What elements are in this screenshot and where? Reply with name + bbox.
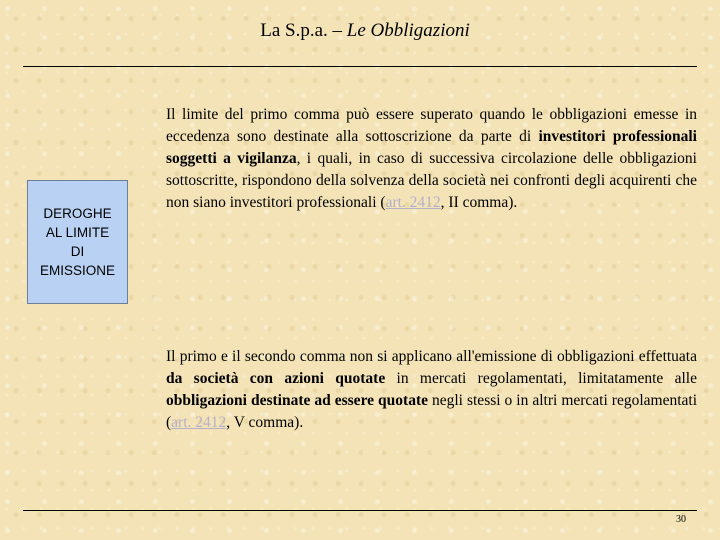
p2-bold-1: da società con azioni quotate (166, 370, 386, 387)
deroghe-label-text (40, 204, 115, 280)
art-2412-link[interactable]: art. 2412 (385, 194, 441, 211)
p1-bold-1: investitori professionali soggetti a vigilanza (166, 128, 697, 167)
page-title (0, 20, 720, 42)
p1-text-3: , II comma). (440, 194, 518, 211)
p1-text-2: , i quali, in caso di successiva circolazione delle obbligazioni sottoscritte, rispondono della solvenza della società nei confronti degli acquirenti che non siano investitori professionali ( (166, 150, 697, 211)
title-italic: Le Obbligazioni (346, 20, 470, 41)
deroghe-label-box (27, 180, 128, 304)
p2-text-2: in mercati regolamentati, limitatamente alle (385, 370, 697, 387)
label-line-3: DI (70, 244, 85, 259)
page-number: 30 (676, 514, 686, 525)
art-2412-link[interactable]: art. 2412 (171, 414, 227, 431)
header-divider (23, 66, 697, 67)
label-line-2: AL LIMITE (45, 225, 110, 240)
title-prefix: La S.p.a. – (260, 20, 347, 41)
paragraph-quoted-companies (166, 346, 697, 434)
p2-text-4: , V comma). (226, 414, 304, 431)
label-line-4: EMISSIONE (39, 263, 115, 278)
p2-text-1: Il primo e il secondo comma non si applicano all'emissione di obbligazioni effettuata (166, 348, 697, 365)
p2-bold-2: obbligazioni destinate ad essere quotate (166, 392, 428, 409)
label-line-1: DEROGHE (43, 206, 112, 221)
footer-divider (23, 510, 697, 511)
paragraph-first-comma (166, 104, 697, 214)
p1-text-1: Il limite del primo comma può essere superato quando le obbligazioni emesse in eccedenza sono destinate alla sottoscrizione da parte di (166, 106, 697, 145)
p2-text-3: negli stessi o in altri mercati regolamentati ( (166, 392, 697, 431)
